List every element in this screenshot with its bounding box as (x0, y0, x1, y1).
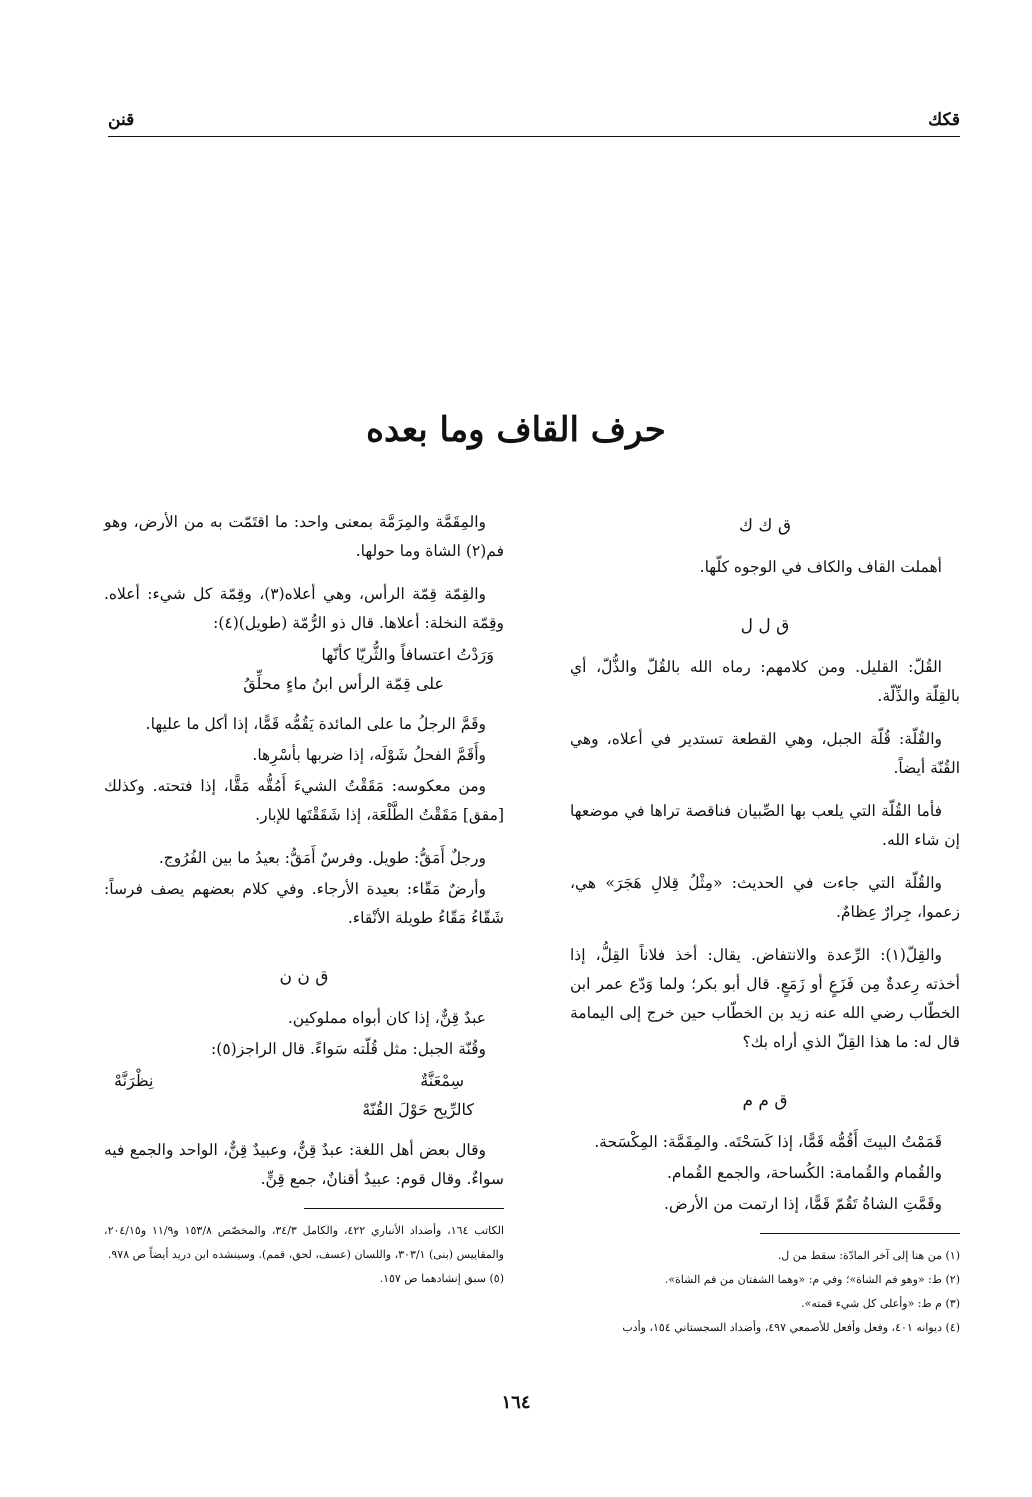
verse-hemistich: نِظْرَنَّهْ (114, 1071, 154, 1090)
paragraph: وقَمَّتِ الشاةُ تَقُمّ قَمًّا، إذا ارتمت من الأرض. (663, 1195, 942, 1213)
footnote: الكاتب ١٦٤، وأضداد الأنباري ٤٢٢، والكامل ٣٤/٣، والمخصّص ١٥٣/٨ و١١/٩ و٢٠٤/١٥، والمقاييس (بنى) ٣٠٣/١، واللسان (عسف، لحق، قمم). وسينشده ابن دريد أيضاً ص ٩٧٨. (104, 1224, 504, 1261)
footnote: (٤) ديوانه ٤٠١، وفعل وأفعل للأصمعي ٤٩٧، وأضداد السجستاني ١٥٤، وأدب (622, 1321, 960, 1334)
page-number: ١٦٤ (501, 1392, 531, 1413)
paragraph: وقُنّة الجبل: مثل قُلّته سَواءً. قال الراجز(٥): (211, 1040, 486, 1058)
footnotes-right (570, 1244, 960, 1340)
verse-line (114, 1066, 464, 1095)
paragraph: أهملت القاف والكاف في الوجوه كلّها. (699, 558, 942, 576)
paragraph: ومن معكوسه: مَقَقْتُ الشيءَ أَمُقُّه مَقًّا، إذا فتحته. وكذلك [مقق] مَقَقْتُ الطَّلْعَة، إذا شَقَقْتَها للإبار. (104, 777, 504, 824)
footnotes-left (104, 1219, 504, 1291)
paragraph: والقُمام والقُمامة: الكُساحة، والجمع القُمام. (666, 1164, 942, 1182)
verse-hemistich: سِمْعَنَّةٌ (420, 1071, 464, 1090)
paragraph: ورجلٌ أَمَقُّ: طويل. وفرسٌ أَمَقُّ: بعيدُ ما بين الفُرُوج. (158, 849, 486, 867)
chapter-title: حرف القاف وما بعده (366, 410, 666, 450)
paragraph: والقِلّ(١): الرِّعدة والانتفاض. يقال: أخذ فلاناً القِلُّ، إذا أخذته رِعدةٌ مِن فَزَعٍ أو زَمَعٍ. قال أبو بكر؛ ولما وَدّع عمر ابن الخطّاب رضي الله عنه زيد بن الخطّاب حين خرج إلى اليمامة قال له: ما هذا القِلّ الذي أراه بك؟ (570, 946, 960, 1051)
footnote: (٣) م ط: «وأعلى كل شيء قمته». (801, 1297, 960, 1310)
verse-rajaz (104, 1066, 504, 1124)
paragraph: فأما القُلّة التي يلعب بها الصِّبيان فناقصة تراها في موضعها إن شاء الله. (570, 802, 960, 849)
paragraph: وقال بعض أهل اللغة: عبدٌ قِنٌّ، وعبيدٌ قِنٌّ، الواحد والجمع فيه سواءٌ. وقال قوم: عبيدٌ أقنانٌ، جمع قِنٍّ. (104, 1141, 504, 1188)
footnote: (٢) ط: «وهو فم الشاة»؛ وفي م: «وهما الشفتان من فم الشاة». (664, 1273, 960, 1286)
right-column (570, 508, 960, 1340)
verse-hemistich: وَرَدْتُ اعتسافاً والثُّريّا كأنّها (321, 645, 494, 664)
verse-dhu-al-rumma (104, 640, 504, 698)
paragraph: عبدٌ قِنٌّ، إذا كان أبواه مملوكين. (287, 1009, 486, 1027)
verse-hemistich: على قِمّة الرأس ابنُ ماءٍ محلِّقُ (243, 674, 444, 693)
paragraph: وقَمَّ الرجلُ ما على المائدة يَقُمُّه قَمًّا، إذا أكل ما عليها. (145, 715, 486, 733)
paragraph: والقُلّة: قُلّة الجبل، وهي القطعة تستدير في أعلاه، وهي القُنّة أيضاً. (570, 730, 960, 777)
footnote: (١) من هنا إلى آخر المادّة: سقط من ل. (777, 1249, 960, 1262)
paragraph: قَمَمْتُ البيتَ أَقُمُّه قَمًّا، إذا كَسَحْتَه. والمِقَمَّة: المِكْسَحة. (594, 1133, 942, 1151)
left-column (104, 508, 504, 1291)
paragraph: القُلّ: القليل. ومن كلامهم: رماه الله بالقُلّ والذُّلّ، أي بالقِلّة والذِّلّة. (570, 658, 960, 705)
entry-heading-qll: ق ل ل (740, 616, 790, 636)
entry-heading-qmm: ق م م (742, 1091, 788, 1111)
header-root-right: قكك (928, 110, 960, 130)
footnote-rule (760, 1233, 960, 1234)
footnote: (٥) سبق إنشادهما ص ١٥٧. (379, 1272, 504, 1285)
paragraph: وأَقَمَّ الفحلُ شَوْلَه، إذا ضربها بأسْرِها. (252, 746, 486, 764)
paragraph: والقُلّة التي جاءت في الحديث: «مِثْلُ قِلالِ هَجَرَ» هي، زعموا، جِرارٌ عِظامٌ. (570, 874, 960, 921)
paragraph: وأرضٌ مَقّاء: بعيدة الأرجاء. وفي كلام بعضهم يصف فرساً: شَقّاءُ مَقّاءُ طويلة الأنْقاء. (104, 880, 504, 927)
running-header (108, 110, 960, 137)
entry-heading-qkk: ق ك ك (738, 516, 792, 536)
paragraph: والمِقَمَّة والمِرَمَّة بمعنى واحد: ما اقتَمّت به من الأرض، وهو فم(٢) الشاة وما حولها. (104, 513, 504, 560)
verse-hemistich: كالرِّيح حَوْلَ القُنّهْ (362, 1100, 474, 1119)
paragraph: والقِمّة قِمّة الرأس، وهي أعلاه(٣)، وقِمّة كل شيء: أعلاه. وقِمّة النخلة: أعلاها. قال ذو الرُّمّة (طويل)(٤): (104, 585, 504, 632)
entry-heading-qnn: ق ن ن (279, 967, 329, 987)
footnote-rule (304, 1208, 504, 1209)
header-root-left: قنن (108, 110, 135, 130)
